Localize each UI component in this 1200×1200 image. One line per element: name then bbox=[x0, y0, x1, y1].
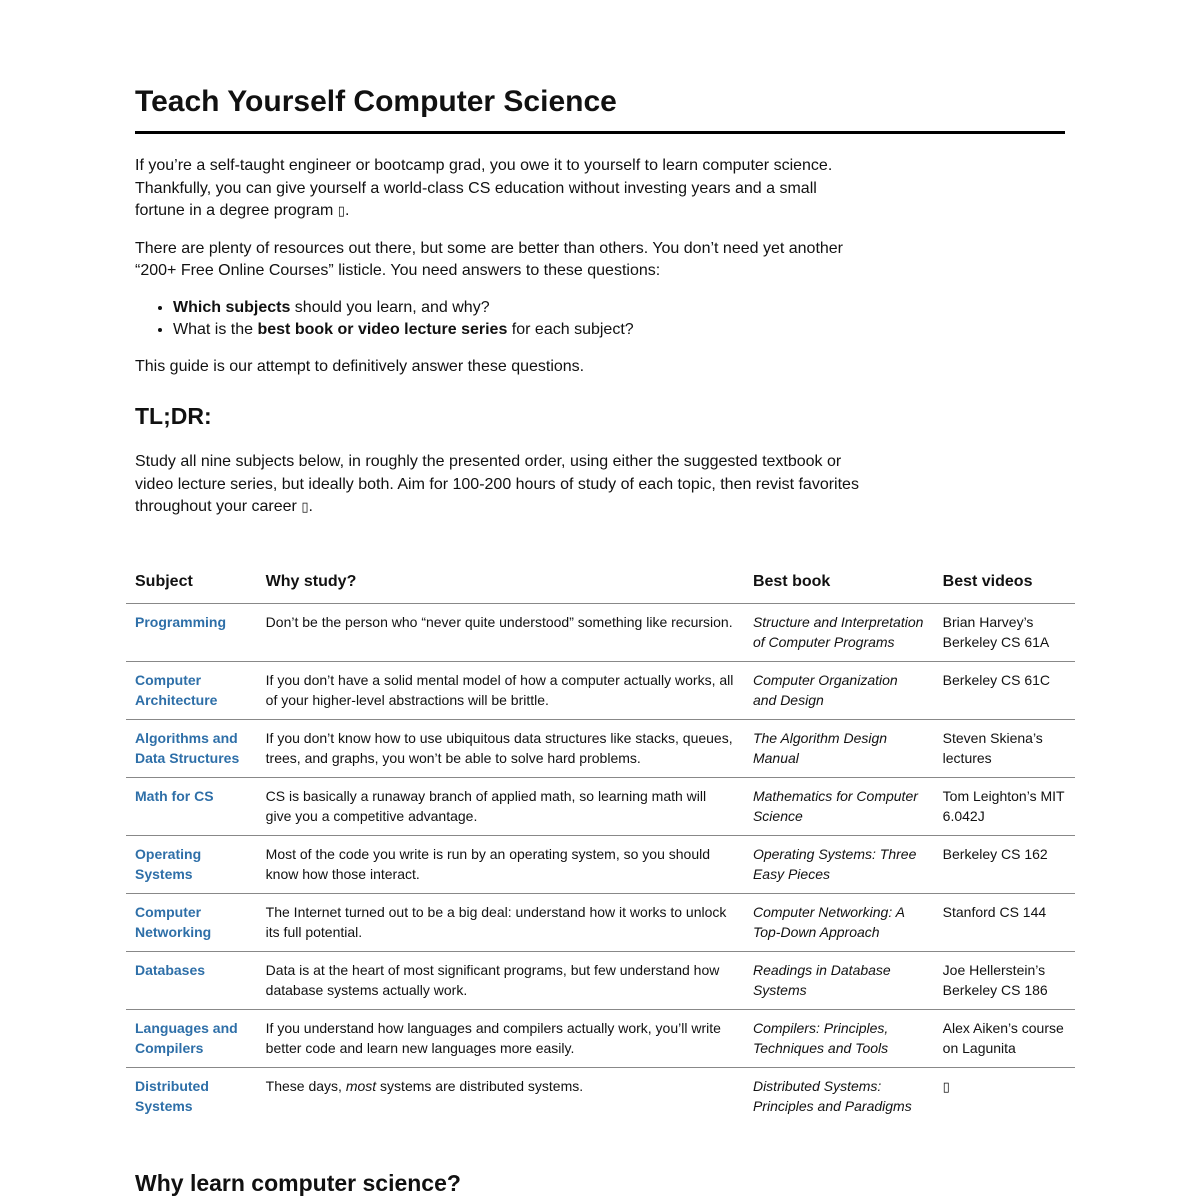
subject-cell bbox=[126, 952, 257, 1010]
question-pre: What is the bbox=[173, 321, 258, 338]
intro-paragraph-1 bbox=[135, 155, 865, 224]
question-rest: for each subject? bbox=[507, 321, 634, 338]
book-cell: Mathematics for Computer Science bbox=[744, 778, 934, 836]
table-row bbox=[126, 1010, 1075, 1068]
header-book: Best book bbox=[744, 567, 934, 604]
subject-link-languages-compilers[interactable]: Languages and Compilers bbox=[135, 1020, 238, 1056]
book-cell: Compilers: Principles, Techniques and Tools bbox=[744, 1010, 934, 1068]
why-cell: Data is at the heart of most significant programs, but few understand how database systems actually work. bbox=[257, 952, 744, 1010]
tldr-heading: TL;DR: bbox=[135, 403, 212, 429]
question-bold: Which subjects bbox=[173, 298, 291, 316]
book-cell: Structure and Interpretation of Computer Programs bbox=[744, 604, 934, 662]
videos-cell: Stanford CS 144 bbox=[934, 894, 1075, 952]
book-cell: Distributed Systems: Principles and Paradigms bbox=[752, 1078, 912, 1114]
table-row bbox=[126, 952, 1075, 1010]
why-text-post: systems are distributed systems. bbox=[376, 1078, 584, 1094]
why-text-em: most bbox=[345, 1078, 377, 1094]
why-cell: Most of the code you write is run by an operating system, so you should know how those interact. bbox=[257, 836, 744, 894]
tldr-text-end: . bbox=[308, 498, 313, 515]
book-cell: The Algorithm Design Manual bbox=[744, 720, 934, 778]
footnote-icon[interactable]: ▯ bbox=[942, 1080, 950, 1095]
table-row bbox=[126, 836, 1075, 894]
videos-cell bbox=[934, 1068, 1075, 1126]
why-cell: If you don’t have a solid mental model of how a computer actually works, all of your higher-level abstractions will be brittle. bbox=[257, 662, 744, 720]
intro-paragraph-3: This guide is our attempt to definitively answer these questions. bbox=[135, 357, 585, 375]
question-rest: should you learn, and why? bbox=[290, 298, 490, 316]
footnote-icon[interactable]: ▯ bbox=[301, 500, 309, 515]
table-header-row bbox=[126, 567, 1075, 604]
subject-cell bbox=[126, 836, 257, 894]
subjects-table bbox=[126, 567, 1075, 1125]
videos-cell: Berkeley CS 61C bbox=[934, 662, 1075, 720]
intro-paragraph-1-end: . bbox=[344, 202, 350, 219]
subject-link-databases[interactable]: Databases bbox=[135, 962, 206, 978]
header-subject: Subject bbox=[126, 567, 257, 604]
title-divider bbox=[135, 131, 1065, 134]
book-cell: Readings in Database Systems bbox=[744, 952, 934, 1010]
videos-cell: Steven Skiena’s lectures bbox=[934, 720, 1075, 778]
question-bold: best book or video lecture series bbox=[257, 321, 508, 338]
why-cell: If you don’t know how to use ubiquitous data structures like stacks, queues, trees, and graphs, you won’t be able to solve hard problems. bbox=[257, 720, 744, 778]
table-row bbox=[126, 720, 1075, 778]
page-title: Teach Yourself Computer Science bbox=[135, 85, 617, 118]
subject-link-operating-systems[interactable]: Operating Systems bbox=[135, 846, 202, 882]
book-cell: Computer Organization and Design bbox=[744, 662, 934, 720]
why-cell: CS is basically a runaway branch of applied math, so learning math will give you a competitive advantage. bbox=[257, 778, 744, 836]
subject-link-distributed-systems[interactable]: Distributed Systems bbox=[135, 1078, 209, 1114]
why-cell: The Internet turned out to be a big deal: understand how it works to unlock its full potential. bbox=[257, 894, 744, 952]
subject-cell bbox=[126, 720, 257, 778]
question-item bbox=[173, 297, 865, 320]
videos-cell: Brian Harvey’s Berkeley CS 61A bbox=[934, 604, 1075, 662]
table-row bbox=[126, 604, 1075, 662]
why-cell: Don’t be the person who “never quite understood” something like recursion. bbox=[257, 604, 744, 662]
intro-paragraph-2: There are plenty of resources out there, but some are better than others. You don’t need yet another “200+ Free Online Courses” listicle. You need answers to these questions: bbox=[135, 239, 844, 279]
subject-cell bbox=[126, 1068, 257, 1126]
question-item bbox=[173, 319, 865, 342]
subject-cell bbox=[126, 1010, 257, 1068]
header-videos: Best videos bbox=[934, 567, 1075, 604]
tldr-text: Study all nine subjects below, in roughly the presented order, using either the suggested textbook or video lecture series, but ideally both. Aim for 100-200 hours of study of each topic, then revist favorites throughout your career bbox=[135, 453, 859, 515]
table-row bbox=[126, 894, 1075, 952]
why-cell: If you understand how languages and compilers actually work, you’ll write better code and learn new languages more easily. bbox=[257, 1010, 744, 1068]
table-row bbox=[126, 1068, 1075, 1126]
videos-cell: Joe Hellerstein’s Berkeley CS 186 bbox=[934, 952, 1075, 1010]
subject-link-algorithms[interactable]: Algorithms and Data Structures bbox=[135, 730, 240, 766]
subject-link-computer-architecture[interactable]: Computer Architecture bbox=[135, 672, 218, 708]
header-why: Why study? bbox=[257, 567, 744, 604]
videos-cell: Berkeley CS 162 bbox=[934, 836, 1075, 894]
videos-cell: Alex Aiken’s course on Lagunita bbox=[934, 1010, 1075, 1068]
intro-paragraph-1-text: If you’re a self-taught engineer or bootcamp grad, you owe it to yourself to learn computer science. Thankfully, you can give yourself a world-class CS education without investing years and a small fortune in a degree program bbox=[135, 157, 833, 219]
subject-link-programming[interactable]: Programming bbox=[135, 614, 227, 630]
intro-section bbox=[135, 155, 865, 392]
footnote-icon[interactable]: ▯ bbox=[337, 204, 345, 219]
table-row bbox=[126, 662, 1075, 720]
tldr-paragraph bbox=[135, 451, 865, 520]
videos-cell: Tom Leighton’s MIT 6.042J bbox=[934, 778, 1075, 836]
book-cell: Computer Networking: A Top-Down Approach bbox=[744, 894, 934, 952]
subject-cell bbox=[126, 778, 257, 836]
subject-link-computer-networking[interactable]: Computer Networking bbox=[135, 904, 212, 940]
why-text-pre: These days, bbox=[265, 1078, 346, 1094]
book-cell: Operating Systems: Three Easy Pieces bbox=[744, 836, 934, 894]
table-row bbox=[126, 778, 1075, 836]
subject-cell bbox=[126, 894, 257, 952]
subject-cell bbox=[126, 662, 257, 720]
subject-link-math-for-cs[interactable]: Math for CS bbox=[135, 788, 214, 804]
why-learn-heading: Why learn computer science? bbox=[135, 1170, 461, 1196]
subject-cell bbox=[126, 604, 257, 662]
questions-list bbox=[135, 297, 865, 342]
why-cell bbox=[257, 1068, 744, 1126]
